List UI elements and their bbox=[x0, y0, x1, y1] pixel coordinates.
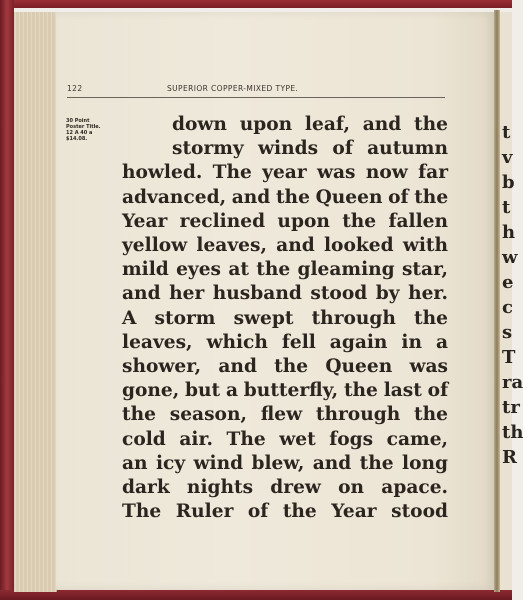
page-number: 122 bbox=[67, 84, 83, 93]
text-line: stormy winds of autumn bbox=[172, 138, 448, 160]
facing-page-letter: v bbox=[502, 147, 513, 168]
facing-page-letter: t bbox=[502, 122, 511, 143]
specimen-price: $14.08. bbox=[66, 136, 88, 142]
facing-page-letter: R bbox=[502, 447, 517, 468]
text-line: shower, and the Queen was bbox=[122, 356, 448, 378]
facing-page-letter: s bbox=[502, 322, 513, 343]
text-line: down upon leaf, and the bbox=[172, 114, 448, 135]
text-line: leaves, which fell again in a bbox=[122, 331, 448, 353]
text-line: yellow leaves, and looked with bbox=[122, 235, 448, 257]
facing-page-fragment bbox=[500, 12, 523, 590]
text-line: an icy wind blew, and the long bbox=[122, 452, 448, 474]
type-specimen-text bbox=[122, 113, 448, 524]
specimen-size: 30 Point bbox=[66, 118, 90, 124]
facing-page-letter: th bbox=[502, 422, 523, 443]
running-header bbox=[67, 81, 387, 95]
text-line: cold air. The wet fogs came, bbox=[122, 428, 448, 450]
header-rule bbox=[67, 97, 445, 98]
text-line: dark nights drew on apace. bbox=[122, 477, 448, 499]
facing-page-letter: w bbox=[502, 247, 518, 268]
running-title: SUPERIOR COPPER-MIXED TYPE. bbox=[167, 84, 299, 93]
text-line: and her husband stood by her. bbox=[122, 283, 448, 305]
book-cover-bottom bbox=[0, 590, 512, 600]
specimen-name: Poster Title. bbox=[66, 124, 101, 130]
text-line: advanced, and the Queen of the bbox=[122, 186, 449, 208]
text-line: Year reclined upon the fallen bbox=[122, 210, 448, 232]
facing-page-letter: ra bbox=[502, 372, 523, 393]
text-line: A storm swept through the bbox=[122, 307, 448, 329]
specimen-font-count: 12 A 40 a bbox=[66, 130, 93, 136]
text-line: The Ruler of the Year stood bbox=[122, 501, 448, 523]
facing-page-letter: t bbox=[502, 197, 511, 218]
text-line: mild eyes at the gleaming star, bbox=[122, 259, 448, 281]
facing-page-letter: T bbox=[502, 347, 516, 368]
facing-page-letter: c bbox=[502, 297, 513, 318]
page-stack-edges bbox=[14, 12, 57, 592]
specimen-note bbox=[66, 118, 124, 142]
text-line: gone, but a butterfly, the last of bbox=[122, 380, 449, 402]
facing-page-letter: b bbox=[502, 172, 515, 193]
text-line: howled. The year was now far bbox=[122, 162, 448, 184]
facing-page-letter: h bbox=[502, 222, 516, 243]
facing-page-letter: e bbox=[502, 272, 514, 293]
facing-page-letter: tr bbox=[502, 397, 520, 418]
text-line: the season, flew through the bbox=[122, 404, 448, 426]
book-cover-top bbox=[0, 0, 512, 8]
book-cover-spine bbox=[0, 0, 14, 600]
